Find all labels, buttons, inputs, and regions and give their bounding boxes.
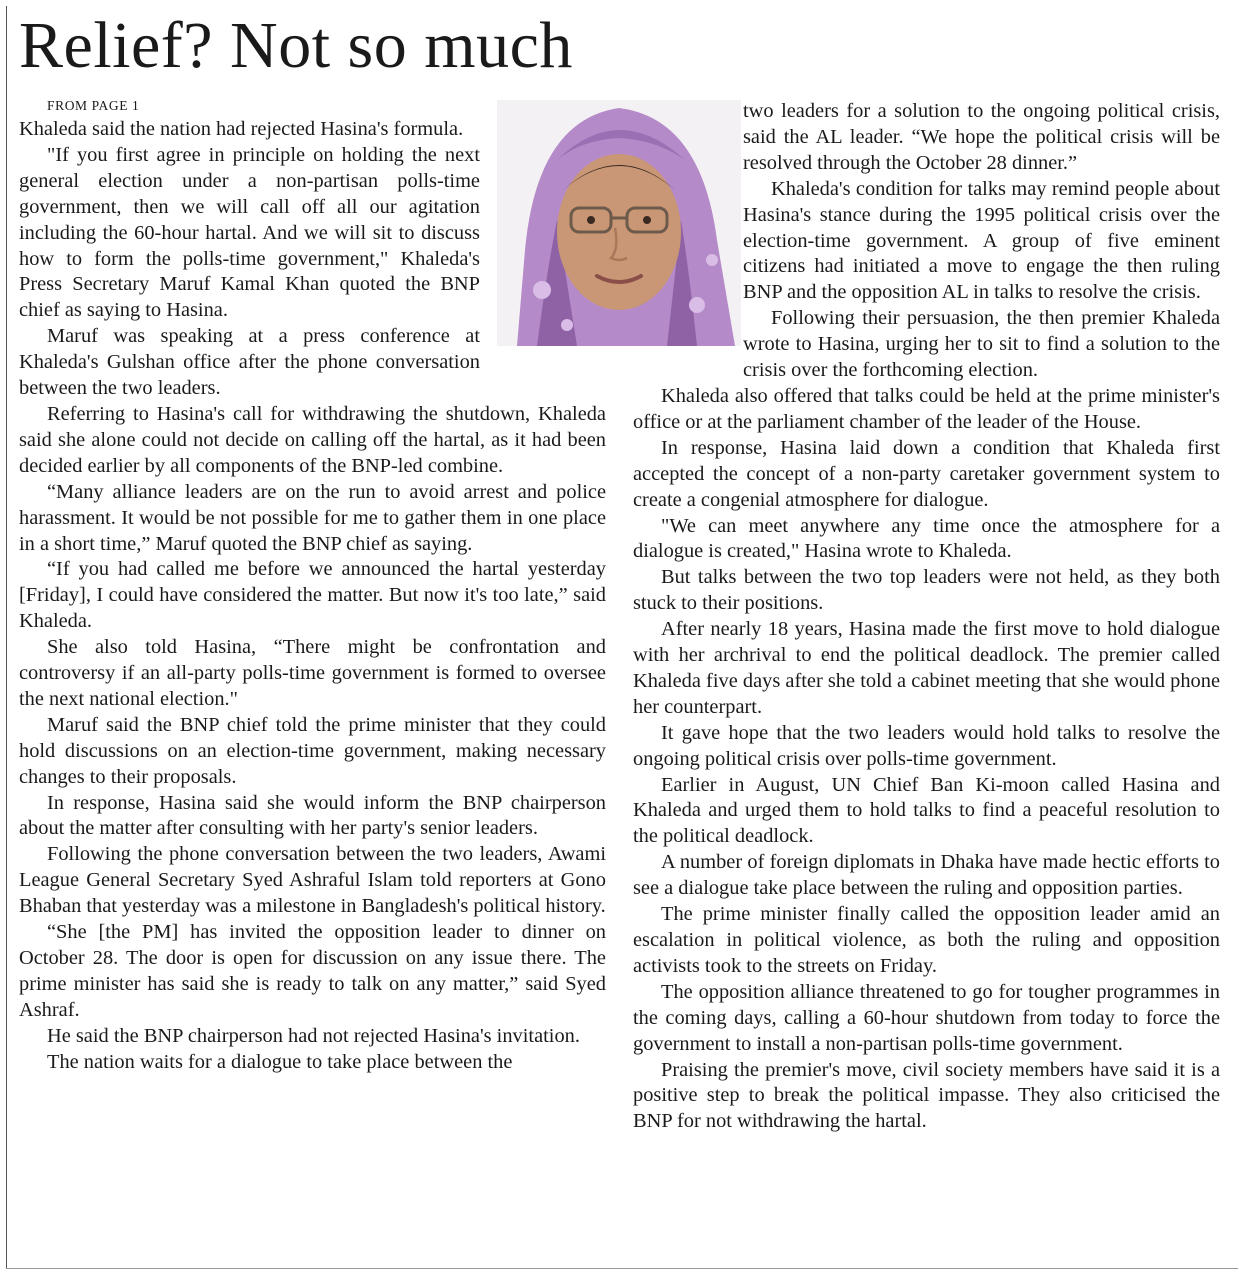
paragraph: Following their persuasion, the then premier Khaleda wrote to Hasina, urging her to sit to find a solution to the crisis over the forthcoming election.	[743, 307, 1220, 382]
paragraph: After nearly 18 years, Hasina made the first move to hold dialogue with her archrival to end the political deadlock. The premier called Khaleda five days after she told a cabinet meeting that she would phone her counterpart.	[633, 618, 1220, 718]
paragraph: In response, Hasina said she would inform the BNP chairperson about the matter after consulting with her party's senior leaders.	[19, 791, 606, 840]
kicker: FROM PAGE 1	[47, 98, 140, 113]
paragraph: A number of foreign diplomats in Dhaka have made hectic efforts to see a dialogue take place between the ruling and opposition parties.	[633, 851, 1220, 900]
paragraph: Following the phone conversation between the two leaders, Awami League General Secretary Syed Ashraful Islam told reporters at Gono Bhaban that yesterday was a milestone in Bangladesh's political history.	[19, 843, 606, 918]
paragraph: But talks between the two top leaders were not held, as they both stuck to their positions.	[633, 566, 1220, 615]
paragraph: two leaders for a solution to the ongoing political crisis, said the AL leader. “We hope the political crisis will be resolved through the October 28 dinner.”	[743, 100, 1220, 174]
paragraph: Praising the premier's move, civil society members have said it is a positive step to break the political impasse. They also criticised the BNP for not withdrawing the hartal.	[633, 1058, 1220, 1133]
paragraph: "We can meet anywhere any time once the atmosphere for a dialogue is created," Hasina wrote to Khaleda.	[633, 514, 1220, 563]
paragraph: "If you first agree in principle on holding the next general election under a non-partisan polls-time government, then we will call off all our agitation including the 60-hour hartal. And we will sit to discuss how to form the polls-time government," Khaleda's Press Secretary Maruf Kamal Khan quoted the BNP chief as saying to Hasina.	[19, 143, 480, 322]
paragraph: Maruf said the BNP chief told the prime minister that they could hold discussions on an election-time government, making necessary changes to their proposals.	[19, 713, 606, 788]
paragraph: Referring to Hasina's call for withdrawing the shutdown, Khaleda said she alone could not decide on calling off the hartal, as it had been decided earlier by all components of the BNP-led combine.	[19, 402, 606, 477]
paragraph: “She [the PM] has invited the opposition leader to dinner on October 28. The door is open for discussion on any issue there. The prime minister has said she is ready to talk on any matter,” said Syed Ashraf.	[19, 921, 606, 1021]
paragraph: He said the BNP chairperson had not rejected Hasina's invitation.	[47, 1024, 580, 1047]
paragraph: In response, Hasina laid down a condition that Khaleda first accepted the concept of a non-party caretaker government system to create a congenial atmosphere for dialogue.	[633, 436, 1220, 511]
paragraph: The nation waits for a dialogue to take place between the	[47, 1050, 513, 1073]
paragraph: Maruf was speaking at a press conference at Khaleda's Gulshan office after the phone conversation between the two leaders.	[19, 325, 480, 400]
paragraph: “If you had called me before we announced the hartal yesterday [Friday], I could have considered the matter. But now it's too late,” said Khaleda.	[19, 558, 606, 633]
portrait-photo-icon	[497, 100, 741, 346]
paragraph: Khaleda said the nation had rejected Hasina's formula.	[19, 118, 464, 140]
portrait-photo	[497, 100, 741, 346]
paragraph: The prime minister finally called the opposition leader amid an escalation in political violence, as both the ruling and opposition activists took to the streets on Friday.	[633, 903, 1220, 977]
paragraph: Earlier in August, UN Chief Ban Ki-moon called Hasina and Khaleda and urged them to hold talks to find a peaceful resolution to the political deadlock.	[633, 773, 1220, 848]
paragraph: Khaleda's condition for talks may remind people about Hasina's stance during the 1995 political crisis over the election-time government. A group of five eminent citizens had initiated a move to engage the then ruling BNP and the opposition AL in talks to resolve the crisis.	[743, 177, 1220, 304]
paragraph: She also told Hasina, “There might be confrontation and controversy if an all-party polls-time government is formed to oversee the next national election."	[19, 636, 606, 710]
bottom-rule	[6, 1268, 1238, 1269]
paragraph: It gave hope that the two leaders would hold talks to resolve the ongoing political crisis over polls-time government.	[633, 721, 1220, 770]
paragraph: “Many alliance leaders are on the run to avoid arrest and police harassment. It would be not possible for me to gather them in one place in a short time,” Maruf quoted the BNP chief as saying.	[19, 480, 606, 555]
left-column-rule	[6, 6, 7, 1268]
paragraph: The opposition alliance threatened to go for tougher programmes in the coming days, calling a 60-hour shutdown from today to force the government to install a non-partisan polls-time government.	[633, 980, 1220, 1055]
paragraph: Khaleda also offered that talks could be held at the prime minister's office or at the parliament chamber of the leader of the House.	[633, 384, 1220, 433]
headline: Relief? Not so much	[19, 9, 573, 82]
